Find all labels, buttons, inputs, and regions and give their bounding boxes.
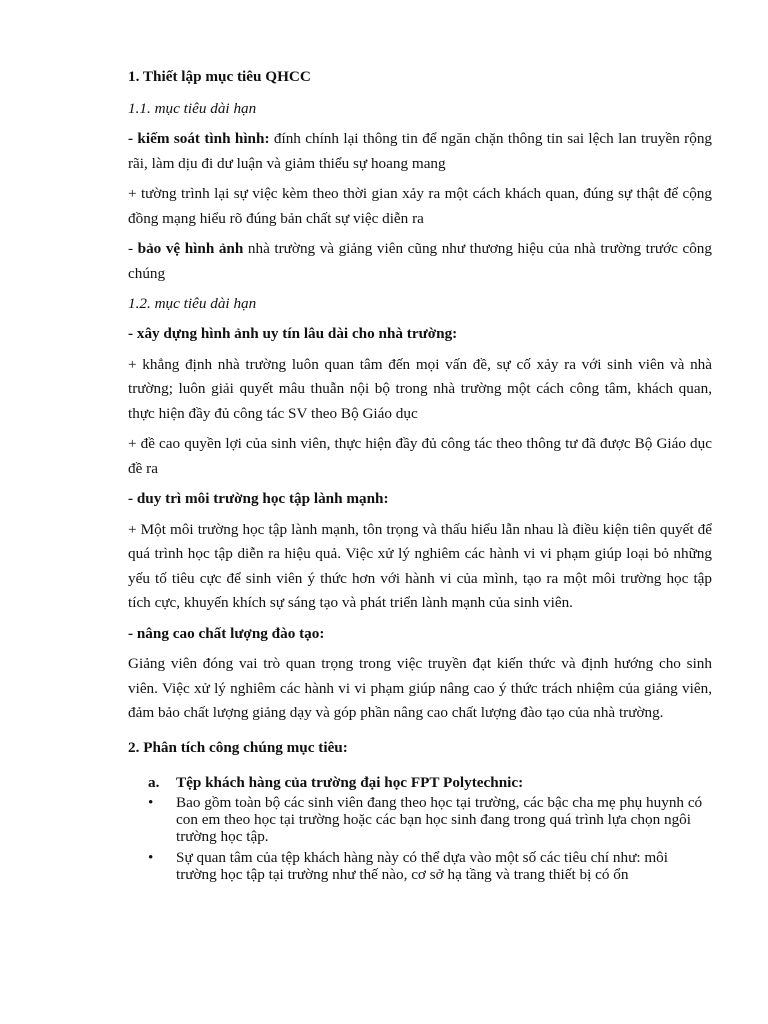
list-item — [128, 849, 712, 883]
list-item-text: Bao gồm toàn bộ các sinh viên đang theo học tại trường, các bậc cha mẹ phụ huynh có con em theo học tại trường hoặc các bạn học sinh đang trong quá trình lựa chọn ngôi trường học tập. — [176, 793, 703, 845]
paragraph-affirm-care: + khẳng định nhà trường luôn quan tâm đến mọi vấn đề, sự cố xảy ra với sinh viên và nhà trường; luôn giải quyết mâu thuẫn nội bộ trong nhà trường một cách công tâm, khách quan, thực hiện đầy đủ công tác SV theo Bộ Giáo dục — [128, 355, 712, 422]
bullet-list — [128, 794, 712, 883]
section-1-heading: 1. Thiết lập mục tiêu QHCC — [128, 68, 311, 85]
paragraph-lecturer-role: Giảng viên đóng vai trò quan trọng trong việc truyền đạt kiến thức và định hướng cho sinh viên. Việc xử lý nghiêm các hành vi vi phạm giúp nâng cao ý thức trách nhiệm của giảng viên, đảm bảo chất lượng giảng dạy và góp phần nâng cao chất lượng đào tạo của nhà trường. — [128, 655, 712, 721]
bullet-icon: • — [148, 848, 154, 866]
paragraph-lead: - kiếm soát tình hình: — [128, 130, 270, 147]
subsection-a-label: a. — [148, 773, 160, 791]
paragraph-text: đính chính lại thông tin để ngăn chặn thông tin sai lệch lan truyền rộng rãi, làm dịu đi dư luận và giảm thiểu sự hoang mang — [128, 130, 713, 172]
paragraph-student-rights: + đề cao quyền lợi của sinh viên, thực hiện đầy đủ công tác theo thông tư đã được Bộ Giáo dục đề ra — [128, 435, 712, 477]
list-item-text: Sự quan tâm của tệp khách hàng này có thể dựa vào một số các tiêu chí như: môi trường học tập tại trường như thế nào, cơ sở hạ tầng và trang thiết bị có ổn — [176, 848, 668, 883]
paragraph-lead: bảo vệ hình ảnh — [137, 240, 244, 257]
section-1-1-heading: 1.1. mục tiêu dài hạn — [128, 100, 257, 117]
paragraph-report-incident: + tường trình lại sự việc kèm theo thời gian xảy ra một cách khách quan, đúng sự thật để cộng đồng mạng hiểu rõ đúng bản chất sự việc diễn ra — [128, 185, 712, 227]
list-item — [128, 794, 712, 845]
paragraph-control-situation — [128, 127, 712, 176]
bullet-icon: • — [148, 793, 154, 811]
paragraph-protect-image — [128, 237, 712, 286]
paragraph-healthy-environment: - duy trì môi trường học tập lành mạnh: — [128, 490, 389, 507]
paragraph-training-quality: - nâng cao chất lượng đào tạo: — [128, 624, 325, 642]
paragraph-text: nhà trường và giảng viên cũng như thương hiệu của nhà trường trước công chúng — [128, 240, 712, 282]
subsection-a-title: Tệp khách hàng của trường đại học FPT Polytechnic: — [176, 773, 524, 791]
section-1-2-heading: 1.2. mục tiêu dài hạn — [128, 295, 257, 312]
paragraph-environment-detail: + Một môi trường học tập lành mạnh, tôn trọng và thấu hiểu lẫn nhau là điều kiện tiên quyết để quá trình học tập diễn ra hiệu quả. Việc xử lý nghiêm các hành vi vi phạm giúp loại bỏ những yếu tố tiêu cực để sinh viên ý thức hơn với hành vi của mình, tạo ra một môi trường học tập tích cực, khuyến khích sự sáng tạo và phát triển lành mạnh của sinh viên. — [128, 520, 712, 611]
section-2-heading: 2. Phân tích công chúng mục tiêu: — [128, 738, 348, 756]
subsection-a-heading — [128, 774, 712, 792]
paragraph-build-reputation: - xây dựng hình ảnh uy tín lâu dài cho nhà trường: — [128, 325, 458, 342]
paragraph-dash: - — [128, 240, 138, 257]
